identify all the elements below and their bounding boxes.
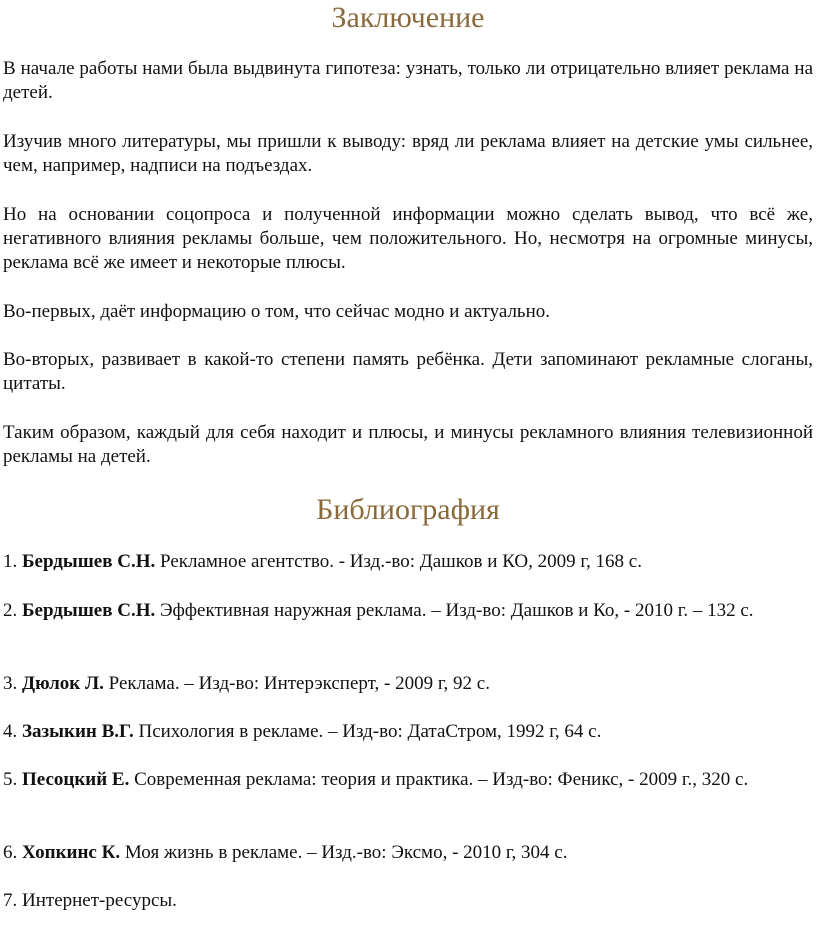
bibliography-item bbox=[3, 768, 813, 792]
bibliography-item-author: Песоцкий Е. bbox=[22, 769, 130, 790]
conclusion-title: Заключение bbox=[331, 1, 485, 34]
bibliography-item-author: Бердышев С.Н. bbox=[22, 551, 156, 572]
conclusion-paragraph-6: Таким образом, каждый для себя находит и плюсы, и минусы рекламного влияния телевизионной рекламы на детей. bbox=[3, 422, 813, 467]
bibliography-item-text: Моя жизнь в рекламе. – Изд.-во: Эксмо, - 2010 г, 304 с. bbox=[124, 842, 568, 863]
bibliography-item bbox=[3, 599, 813, 623]
conclusion-paragraph-3: Но на основании соцопроса и полученной информации можно сделать вывод, что всё же, негативного влияния рекламы больше, чем положительного. Но, несмотря на огромные минусы, реклама всё же имеет и некоторые плюсы. bbox=[3, 204, 813, 273]
bibliography-item-text: Эффективная наружная реклама. – Изд-во: Дашков и Ко, - 2010 г. – 132 с. bbox=[160, 600, 754, 621]
bibliography-item-number: 5. bbox=[3, 769, 18, 790]
bibliography-item-text: Рекламное агентство. - Изд.-во: Дашков и КО, 2009 г, 168 с. bbox=[160, 551, 642, 572]
bibliography-item-text: Современная реклама: теория и практика. – Изд-во: Феникс, - 2009 г., 320 с. bbox=[134, 769, 749, 790]
bibliography-item bbox=[3, 672, 813, 696]
bibliography-item bbox=[3, 841, 813, 865]
bibliography-item-text: Реклама. – Изд-во: Интерэксперт, - 2009 г, 92 с. bbox=[108, 673, 490, 694]
bibliography-title: Библиография bbox=[316, 493, 500, 526]
bibliography-item bbox=[3, 720, 813, 744]
bibliography-item-author: Дюлок Л. bbox=[22, 673, 104, 694]
bibliography-item-number: 7. bbox=[3, 890, 18, 911]
bibliography-item-text: Психология в рекламе. – Изд-во: ДатаСтром, 1992 г, 64 с. bbox=[138, 721, 602, 742]
conclusion-paragraph-5: Во-вторых, развивает в какой-то степени память ребёнка. Дети запоминают рекламные слоганы, цитаты. bbox=[3, 349, 813, 394]
conclusion-paragraph-2: Изучив много литературы, мы пришли к выводу: вряд ли реклама влияет на детские умы сильнее, чем, например, надписи на подъездах. bbox=[3, 131, 813, 176]
bibliography-item-number: 1. bbox=[3, 551, 18, 572]
conclusion-paragraph-1: В начале работы нами была выдвинута гипотеза: узнать, только ли отрицательно влияет реклама на детей. bbox=[3, 58, 813, 103]
bibliography-item-author: Хопкинс К. bbox=[22, 842, 121, 863]
bibliography-item-number: 4. bbox=[3, 721, 18, 742]
bibliography-item-author: Зазыкин В.Г. bbox=[22, 721, 134, 742]
bibliography-item bbox=[3, 550, 813, 574]
bibliography-item-author: Бердышев С.Н. bbox=[22, 600, 156, 621]
conclusion-paragraph-4: Во-первых, даёт информацию о том, что сейчас модно и актуально. bbox=[3, 301, 551, 322]
bibliography-item-number: 6. bbox=[3, 842, 18, 863]
bibliography-item bbox=[3, 889, 813, 913]
bibliography-item-text: Интернет-ресурсы. bbox=[22, 890, 177, 911]
bibliography-item-number: 2. bbox=[3, 600, 18, 621]
bibliography-item-number: 3. bbox=[3, 673, 18, 694]
